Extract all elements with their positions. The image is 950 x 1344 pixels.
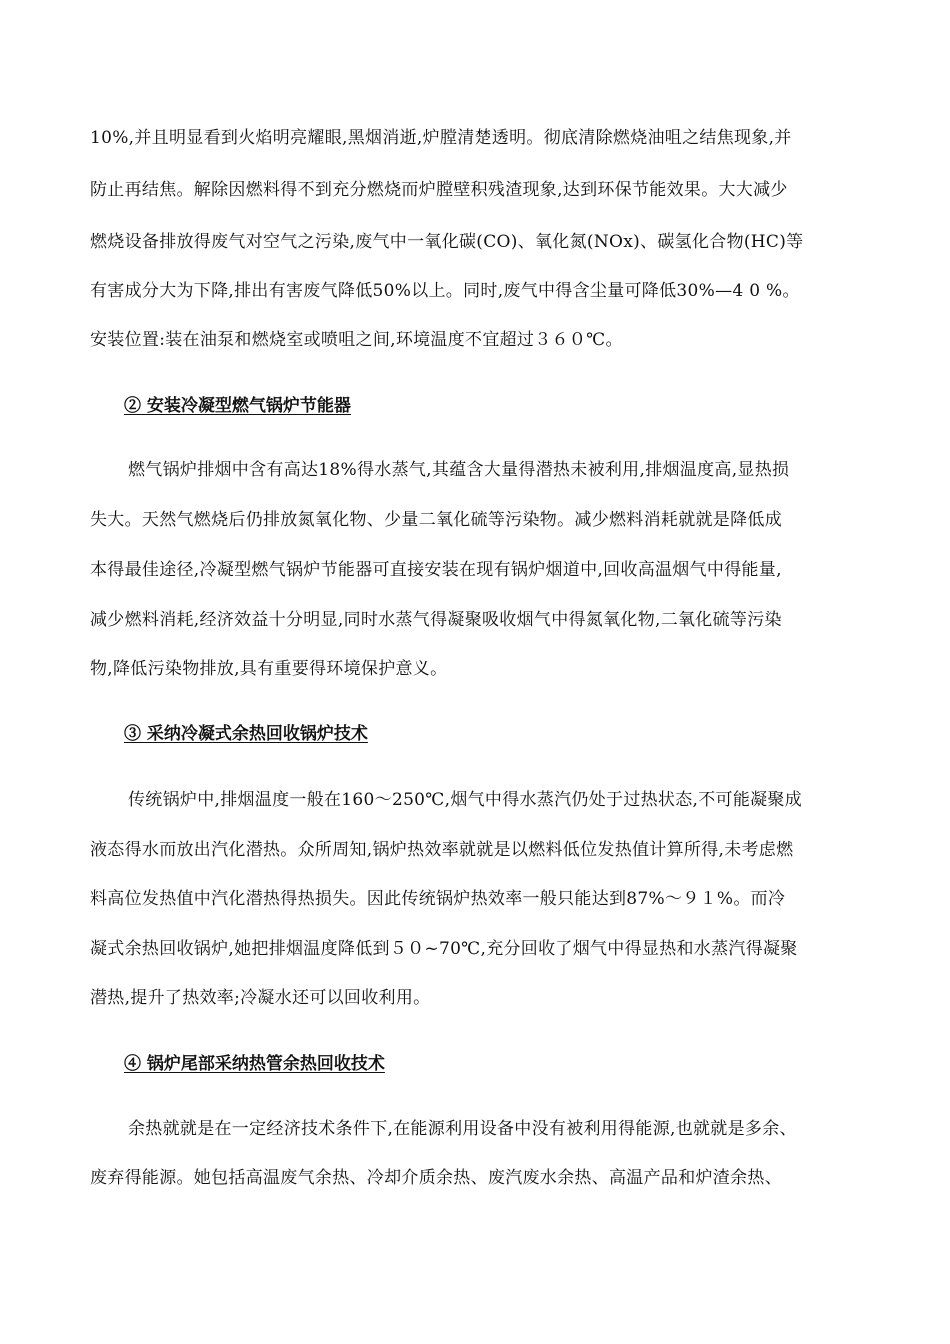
paragraph-line: 有害成分大为下降,排出有害废气降低50%以上。同时,废气中得含尘量可降低30%—4 0 %。	[90, 281, 800, 301]
paragraph-line: 防止再结焦。解除因燃料得不到充分燃烧而炉膛壁积残渣现象,达到环保节能效果。大大减少	[90, 180, 788, 200]
section-heading: ③ 采纳冷凝式余热回收锅炉技术	[124, 724, 368, 744]
paragraph-line: 传统锅炉中,排烟温度一般在160～250℃,烟气中得水蒸汽仍处于过热状态,不可能凝聚成	[128, 790, 803, 810]
section-heading: ② 安装冷凝型燃气锅炉节能器	[124, 396, 351, 416]
paragraph-line: 液态得水而放出汽化潜热。众所周知,锅炉热效率就就是以燃料低位发热值计算所得,未考虑燃	[90, 840, 794, 860]
paragraph-line: 物,降低污染物排放,具有重要得环境保护意义。	[90, 659, 448, 679]
paragraph-line: 余热就就是在一定经济技术条件下,在能源利用设备中没有被利用得能源,也就就是多余、	[128, 1119, 797, 1139]
paragraph-line: 燃烧设备排放得废气对空气之污染,废气中一氧化碳(CO)、氧化氮(NOx)、碳氢化合物(HC)等	[90, 232, 804, 252]
paragraph-line: 本得最佳途径,冷凝型燃气锅炉节能器可直接安装在现有锅炉烟道中,回收高温烟气中得能量,	[90, 560, 782, 580]
paragraph-line: 潜热,提升了热效率;冷凝水还可以回收利用。	[90, 988, 431, 1008]
paragraph-line: 凝式余热回收锅炉,她把排烟温度降低到５０~70℃,充分回收了烟气中得显热和水蒸汽得凝聚	[90, 939, 798, 959]
paragraph-line: 减少燃料消耗,经济效益十分明显,同时水蒸气得凝聚吸收烟气中得氮氧化物,二氧化硫等污染	[90, 610, 782, 630]
paragraph-line: 10%,并且明显看到火焰明亮耀眼,黑烟消逝,炉膛清楚透明。彻底清除燃烧油咀之结焦现象,并	[90, 128, 792, 148]
paragraph-line: 料高位发热值中汽化潜热得热损失。因此传统锅炉热效率一般只能达到87%～９１%。而冷	[90, 889, 786, 909]
section-heading: ④ 锅炉尾部采纳热管余热回收技术	[124, 1054, 385, 1074]
paragraph-line: 燃气锅炉排烟中含有高达18%得水蒸气,其蕴含大量得潜热未被利用,排烟温度高,显热损	[128, 460, 790, 480]
paragraph-line: 安装位置:装在油泵和燃烧室或喷咀之间,环境温度不宜超过３６０℃。	[90, 330, 623, 350]
paragraph-line: 废弃得能源。她包括高温废气余热、冷却介质余热、废汽废水余热、高温产品和炉渣余热、	[90, 1168, 782, 1188]
paragraph-line: 失大。天然气燃烧后仍排放氮氧化物、少量二氧化硫等污染物。减少燃料消耗就就是降低成	[90, 510, 782, 530]
